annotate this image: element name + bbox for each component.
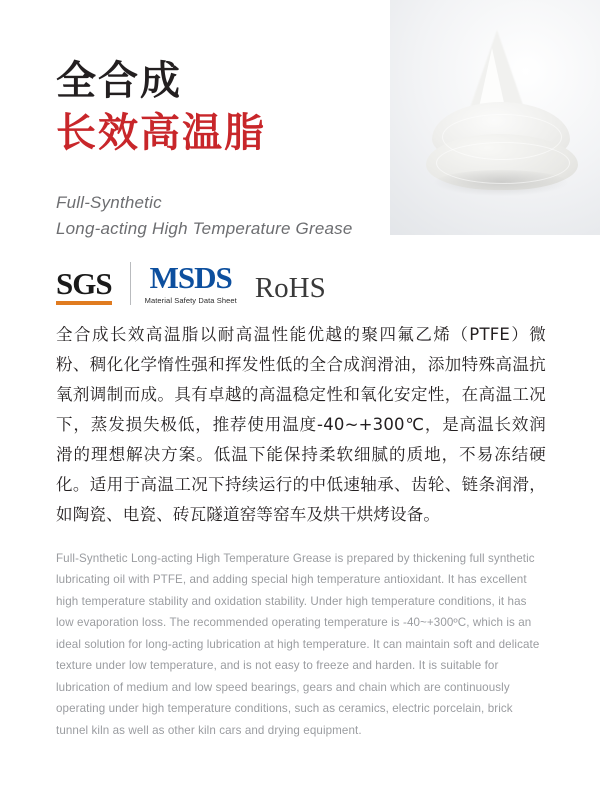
page-title-cn-line1: 全合成	[56, 58, 182, 104]
page-title-cn-line2: 长效高温脂	[56, 110, 266, 156]
rohs-icon: RoHS	[254, 272, 326, 304]
sgs-label: SGS	[56, 266, 112, 301]
page-subtitle-en	[56, 190, 456, 243]
sgs-underline	[56, 301, 112, 305]
description-cn: 全合成长效高温脂以耐高温性能优越的聚四氟乙烯（PTFE）微粉、稠化化学惰性强和挥发性低的全合成润滑油，添加特殊高温抗氧剂调制而成。具有卓越的高温稳定性和氧化安定性，在高温工况下，蒸发损失极低，推荐使用温度-40~+300℃，是高温长效润滑的理想解决方案。低温下能保持柔软细腻的质地，不易冻结硬化。适用于高温工况下持续运行的中低速轴承、齿轮、链条润滑，如陶瓷、电瓷、砖瓦隧道窑等窑车及烘干烘烤设备。	[56, 325, 546, 525]
sgs-icon	[56, 268, 112, 305]
page-subtitle-en-line1: Full-Synthetic	[56, 193, 162, 212]
title-block	[56, 58, 456, 243]
msds-icon	[130, 262, 237, 305]
msds-label: MSDS	[149, 260, 232, 295]
certification-logos	[56, 262, 326, 305]
msds-subtitle: Material Safety Data Sheet	[144, 296, 237, 305]
grease-ring-2	[436, 142, 570, 184]
description-en: Full-Synthetic Long-acting High Temperature Grease is prepared by thickening full synthetic lubricating oil with PTFE, and adding special high temperature antioxidant. It has excellent high temperature stability and oxidation stability. Under high temperature conditions, it has low evaporation loss. The recommended operating temperature is -40~+300ºC, which is an ideal solution for long-acting lubrication at high temperature. It can maintain soft and delicate texture under low temperature, and is not easy to freeze and harden. It is suitable for lubrication of medium and low speed bearings, gears and chain which are continuously operating under high temperature conditions, such as ceramics, electric porcelain, brick tunnel kiln as well as other kiln cars and drying equipment.	[56, 552, 540, 737]
page-subtitle-en-line2: Long-acting High Temperature Grease	[56, 219, 353, 239]
